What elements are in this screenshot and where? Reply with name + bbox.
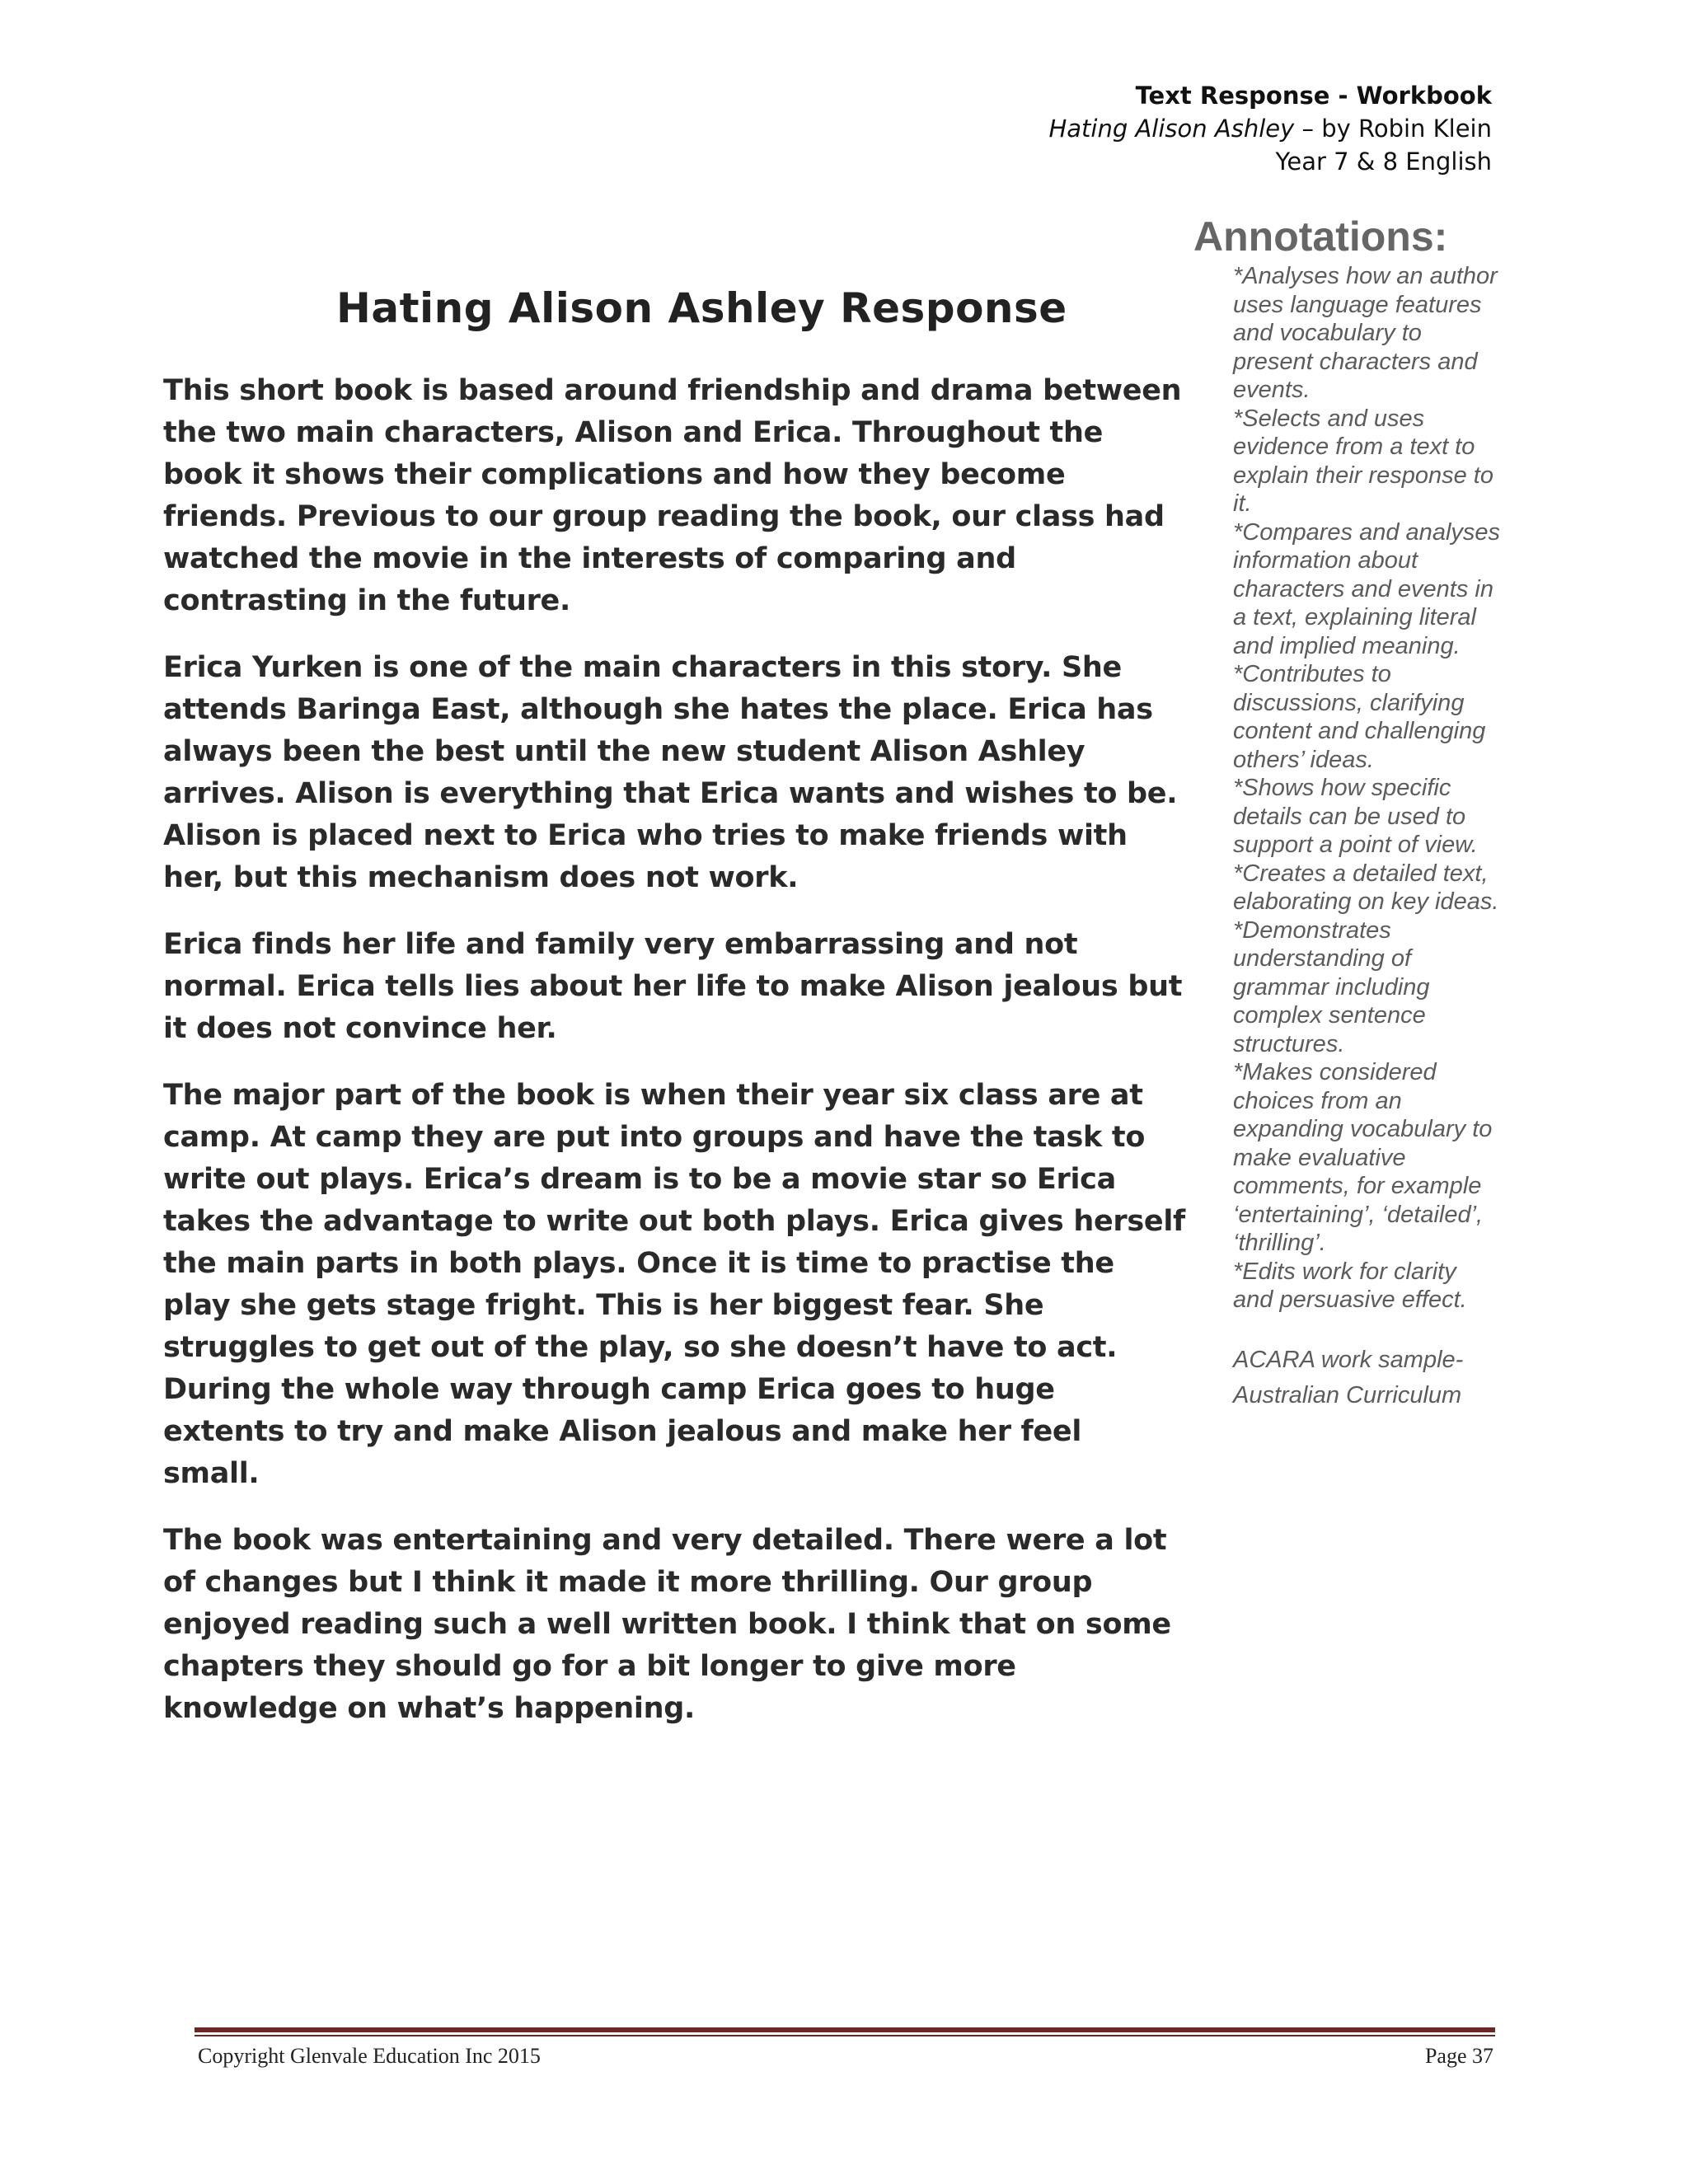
essay-paragraph: The major part of the book is when their year six class are at camp. At camp they are put into groups and have the task to write out plays. Erica’s dream is to be a movie star so Erica takes the advantage to write out both plays. Erica gives herself the main parts in both plays. Once it is time to practise the play she gets stage fright. This is her biggest fear. She struggles to get out of the play, so she doesn’t have to act. During the whole way through camp Erica goes to huge extents to try and make Alison jealous and make her feel small. (163, 1079, 1185, 1490)
footer-divider (195, 2027, 1495, 2032)
page-footer (198, 2044, 1493, 2069)
student-response (163, 284, 1185, 1755)
book-author: – by Robin Klein (1294, 115, 1492, 143)
copyright-text: Copyright Glenvale Education Inc 2015 (198, 2044, 541, 2068)
annotation-item: *Edits work for clarity and persuasive effect. (1233, 1258, 1467, 1313)
annotation-item: *Demonstrates understanding of grammar including complex sentence structures. (1233, 916, 1430, 1057)
essay-paragraph: Erica Yurken is one of the main characters in this story. She attends Baringa East, although she hates the place. Erica has always been the best until the new student Alison Ashley arrives. Alison is everything that Erica wants and wishes to be. Alison is placed next to Erica who tries to make friends with her, but this mechanism does not work. (163, 651, 1178, 894)
essay-title: Hating Alison Ashley Response (336, 284, 1067, 332)
annotation-item: *Analyses how an author uses language features and vocabulary to present characters and events. (1233, 263, 1498, 403)
source-line-1: ACARA work sample- (1233, 1346, 1464, 1373)
annotation-source (1193, 1343, 1503, 1413)
essay-paragraph: The book was entertaining and very detailed. There were a lot of changes but I think it made it more thrilling. Our group enjoyed reading such a well written book. I think that on some chapters they should go for a bit longer to give more knowledge on what’s happening. (163, 1524, 1171, 1725)
annotation-item: *Selects and uses evidence from a text to explain their response to it. (1233, 405, 1493, 517)
essay-paragraph: Erica finds her life and family very embarrassing and not normal. Erica tells lies about her life to make Alison jealous but it does not convince her. (163, 928, 1183, 1045)
year-level: Year 7 & 8 English (1275, 148, 1492, 176)
annotation-item: *Contributes to discussions, clarifying content and challenging others’ ideas. (1233, 661, 1486, 773)
book-credit (1048, 112, 1492, 145)
annotations-list (1193, 262, 1503, 1315)
annotation-item: *Makes considered choices from an expanding vocabulary to make evaluative comments, for example ‘entertaining’, ‘detailed’, ‘thrilling’. (1233, 1059, 1493, 1256)
annotation-item: *Compares and analyses information about characters and events in a text, explaining literal and implied meaning. (1233, 518, 1501, 659)
book-title: Hating Alison Ashley (1048, 115, 1295, 143)
footer-divider-thin (195, 2035, 1495, 2036)
source-line-2: Australian Curriculum (1233, 1381, 1462, 1408)
annotations-heading: Annotations: (1193, 213, 1448, 260)
page-number: Page 37 (1424, 2044, 1493, 2068)
annotations-panel (1193, 213, 1503, 1413)
workbook-title: Text Response - Workbook (1135, 82, 1492, 110)
essay-paragraph: This short book is based around friendship and drama between the two main characters, Alison and Erica. Throughout the book it shows their complications and how they become friends. Previous to our group reading the book, our class had watched the movie in the interests of comparing and contrasting in the future. (163, 374, 1182, 617)
annotation-item: *Creates a detailed text, elaborating on key ideas. (1233, 860, 1499, 915)
page-header (1048, 79, 1492, 178)
annotation-item: *Shows how specific details can be used to support a point of view. (1233, 775, 1478, 858)
